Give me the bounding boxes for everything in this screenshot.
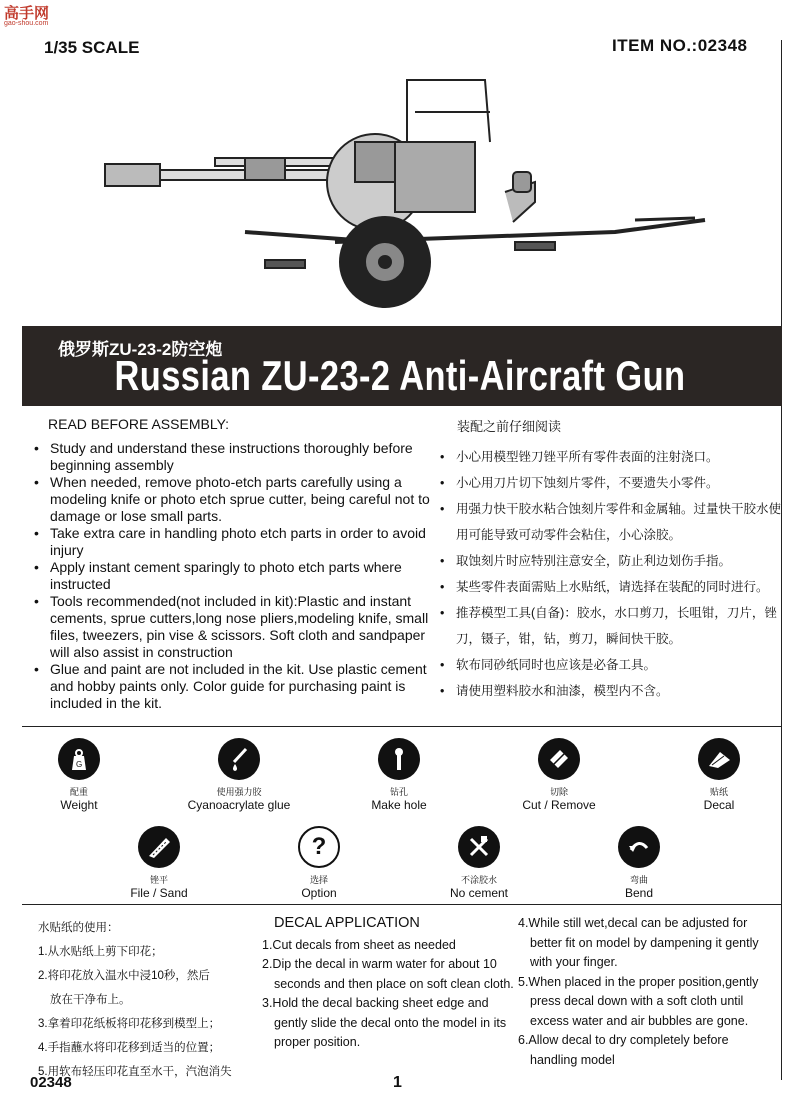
scale-label: 1/35 SCALE — [44, 38, 140, 57]
decal-step: 4.While still wet,decal can be adjusted for — [518, 916, 748, 930]
decal-cn-step: 2.将印花放入温水中浸10秒，然后 — [38, 970, 210, 982]
instruction-cn-item: • 某些零件表面需贴上水贴纸，请选择在装配的同时进行。 — [440, 574, 785, 600]
symbol-en-label: File / Sand — [130, 886, 188, 900]
symbol-cn-label: 锉平 — [149, 875, 168, 885]
symbol-en-label: Decal — [703, 798, 735, 812]
svg-text:G: G — [76, 760, 83, 769]
symbol-weight — [9, 738, 149, 812]
symbol-glue — [169, 738, 309, 812]
watermark-logo: 高手网 — [4, 5, 50, 22]
symbol-drill — [329, 738, 469, 812]
decal-step: seconds and then place on soft clean cloth. — [274, 976, 514, 991]
symbol-cut — [489, 738, 629, 812]
symbol-en-label: Cut / Remove — [522, 798, 596, 812]
decal-icon — [698, 738, 740, 780]
symbol-cn-label: 钻孔 — [389, 787, 408, 797]
decal-step: gently slide the decal onto the model in its — [274, 1015, 507, 1030]
symbol-en-label: Bend — [624, 886, 654, 900]
decal-step: proper position. — [274, 1035, 361, 1049]
instruction-cn-item: • 软布同砂纸同时也应该是必备工具。 — [440, 652, 785, 678]
instruction-item: • Tools recommended(not included in kit):Plastic and instant cements, sprue cutters,long nose pliers,modeling knife, small files, tweezers, pin vise & scissors. Soft cloth and sandpaper will also assist in construction — [34, 593, 434, 661]
symbol-en-label: Cyanoacrylate glue — [187, 798, 291, 812]
cut-icon — [538, 738, 580, 780]
footer-code: 02348 — [30, 1074, 72, 1091]
instructions-heading: READ BEFORE ASSEMBLY: — [48, 416, 230, 432]
decal-step: 5.When placed in the proper position,gently — [518, 974, 759, 989]
instructions-list — [34, 440, 434, 712]
symbol-cn-label: 不涂胶水 — [460, 875, 497, 885]
no-cement-icon — [458, 826, 500, 868]
symbol-en-label: Make hole — [371, 798, 427, 812]
symbol-cn-label: 选择 — [309, 875, 328, 885]
decal-heading: DECAL APPLICATION — [274, 915, 420, 931]
decal-cn-heading: 水贴纸的使用： — [38, 922, 119, 934]
symbol-file — [89, 826, 229, 900]
decal-step: with your finger. — [530, 955, 618, 969]
decal-cn-step: 5.用软布轻压印花直至水干，汽泡消失 — [38, 1066, 232, 1078]
symbol-cn-label: 弯曲 — [629, 875, 648, 885]
instruction-item: • Glue and paint are not included in the kit. Use plastic cement and hobby paints only. Color guide for purchasing paint is included in the kit. — [34, 661, 434, 712]
decal-cn-step: 4.手指蘸水将印花移到适当的位置； — [38, 1042, 221, 1054]
symbol-option — [249, 826, 389, 900]
instruction-cn-item: • 请使用塑料胶水和油漆，模型内不含。 — [440, 678, 785, 704]
decal-en-section — [262, 914, 522, 1053]
gun-illustration — [95, 72, 715, 317]
symbol-en-label: Option — [301, 886, 337, 900]
drill-icon — [378, 738, 420, 780]
instruction-cn-item: • 用强力快干胶水粘合蚀刻片零件和金属轴。过量快干胶水使用可能导致可动零件会粘住，小心涂胶。 — [440, 496, 785, 548]
instructions-cn-list — [440, 444, 785, 704]
decal-cn-section — [38, 916, 258, 1084]
glue-icon — [218, 738, 260, 780]
decal-cn-step: 3.拿着印花纸板将印花移到模型上； — [38, 1018, 221, 1030]
decal-step: excess water and air bubbles are gone. — [530, 1013, 749, 1028]
page-number: 1 — [393, 1074, 402, 1091]
symbol-en-label: No cement — [449, 886, 509, 900]
divider — [22, 726, 782, 727]
symbol-en-label: Weight — [60, 798, 98, 812]
instruction-item: • When needed, remove photo-etch parts carefully using a modeling knife or photo etch sprue cutter, being careful not to damage or lose small parts. — [34, 474, 434, 525]
decal-cn-step: 放在干净布上。 — [50, 994, 131, 1006]
decal-step: better fit on model by dampening it gently — [530, 935, 759, 950]
instruction-cn-item: • 小心用刀片切下蚀刻片零件，不要遗失小零件。 — [440, 470, 785, 496]
instruction-item: • Take extra care in handling photo etch parts in order to avoid injury — [34, 525, 434, 559]
decal-step: 1.Cut decals from sheet as needed — [262, 937, 456, 952]
instruction-item: • Apply instant cement sparingly to photo etch parts where instructed — [34, 559, 434, 593]
symbol-cn-label: 使用强力胶 — [216, 787, 262, 797]
decal-cn-step: 1.从水贴纸上剪下印花； — [38, 946, 163, 958]
symbol-cn-label: 贴纸 — [709, 787, 728, 797]
decal-step: 3.Hold the decal backing sheet edge and — [262, 996, 489, 1010]
decal-step: 2.Dip the decal in warm water for about 10 — [262, 957, 497, 971]
watermark-url: gao-shou.com — [4, 20, 49, 27]
title-english: Russian ZU-23-2 Anti-Aircraft Gun — [114, 352, 686, 399]
title-chinese: 俄罗斯ZU-23-2防空炮 — [58, 340, 223, 359]
divider — [22, 904, 782, 905]
symbol-cn-label: 切除 — [549, 787, 568, 797]
symbol-decal — [649, 738, 789, 812]
instruction-cn-item: • 取蚀刻片时应特别注意安全，防止利边划伤手指。 — [440, 548, 785, 574]
decal-step: 6.Allow decal to dry completely before — [518, 1033, 729, 1047]
file-icon — [138, 826, 180, 868]
symbol-cn-label: 配重 — [69, 787, 88, 797]
instruction-cn-item: • 小心用模型锉刀锉平所有零件表面的注射浇口。 — [440, 444, 785, 470]
bend-icon — [618, 826, 660, 868]
weight-icon — [58, 738, 100, 780]
item-number: ITEM NO.:02348 — [612, 36, 748, 55]
symbol-no-cement — [409, 826, 549, 900]
decal-en-section-2 — [518, 914, 780, 1070]
symbol-bend — [569, 826, 709, 900]
instruction-item: • Study and understand these instructions thoroughly before beginning assembly — [34, 440, 434, 474]
instruction-cn-item: • 推荐模型工具(自备)：胶水，水口剪刀，长咀钳，刀片，锉刀，镊子，钳，钻，剪刀，瞬间快干胶。 — [440, 600, 785, 652]
decal-step: press decal down with a soft cloth until — [530, 994, 744, 1008]
instructions-cn-heading: 装配之前仔细阅读 — [457, 419, 562, 434]
decal-step: handling model — [530, 1052, 615, 1067]
option-icon: ? — [298, 826, 340, 868]
